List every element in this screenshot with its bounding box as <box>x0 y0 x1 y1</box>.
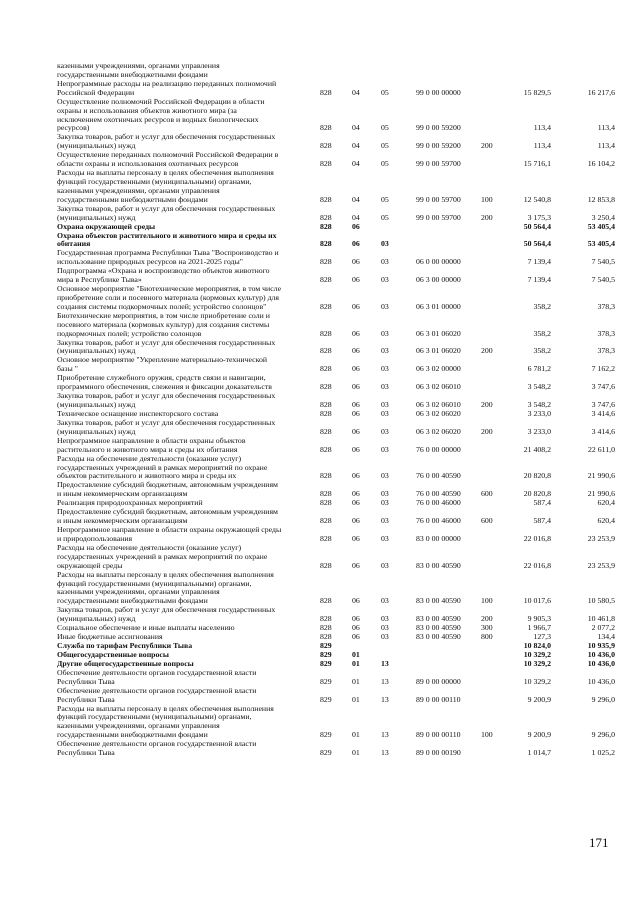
section-code: 06 <box>352 498 360 508</box>
table-row <box>0 62 640 80</box>
budget-code: 829 <box>320 694 332 704</box>
section-code: 04 <box>352 87 360 97</box>
table-row <box>0 437 640 455</box>
subsection-code: 03 <box>381 275 389 285</box>
subsection-code: 03 <box>381 489 389 499</box>
budget-code: 828 <box>320 275 332 285</box>
subsection-code: 05 <box>381 159 389 169</box>
amount-year-2: 22 611,0 <box>588 444 615 454</box>
budget-code: 828 <box>320 614 332 624</box>
expense-type-code: 200 <box>481 614 493 624</box>
row-name: Охрана объектов растительного и животного мира и среды их обитания <box>57 230 277 249</box>
amount-year-2: 53 405,4 <box>587 239 615 249</box>
amount-year-1: 127,3 <box>533 632 551 642</box>
target-article-code: 06 0 00 00000 <box>416 257 461 267</box>
expense-type-code: 200 <box>481 141 493 151</box>
budget-code: 828 <box>320 346 332 356</box>
subsection-code: 03 <box>381 498 389 508</box>
amount-year-2: 378,3 <box>597 301 615 311</box>
row-name: Обеспечение деятельности органов государственной власти Республики Тыва <box>57 685 257 704</box>
subsection-code: 03 <box>381 596 389 606</box>
table-row <box>0 544 640 571</box>
table-row <box>0 392 640 410</box>
amount-year-1: 15 829,5 <box>523 87 551 97</box>
row-name: Расходы на выплаты персоналу в целях обеспечения выполнения функций государственными (муниципальными) органами, казенными учреждениями, органами управления государственными внебюджетными фондами <box>57 569 274 606</box>
row-name: Реализация природоохранных мероприятий <box>57 498 203 508</box>
target-article-code: 89 0 00 00110 <box>416 730 461 740</box>
amount-year-2: 23 253,9 <box>587 560 615 570</box>
amount-year-1: 10 329,2 <box>523 649 551 659</box>
row-name: казенными учреждениями, органами управления государственными внебюджетными фондами <box>57 61 220 79</box>
target-article-code: 83 0 00 00000 <box>416 533 461 543</box>
target-article-code: 99 0 00 00000 <box>416 87 461 97</box>
amount-year-1: 7 139,4 <box>527 257 551 267</box>
section-code: 06 <box>352 346 360 356</box>
row-name: Техническое оснащение инспекторского состава <box>57 408 219 418</box>
subsection-code: 03 <box>381 516 389 526</box>
row-name: Закупка товаров, работ и услуг для обеспечения государственных (муниципальных) нужд <box>57 337 276 356</box>
amount-year-1: 20 820,8 <box>523 489 551 499</box>
row-name: Расходы на выплаты персоналу в целях обеспечения выполнения функций государственными (муниципальными) органами, казенными учреждениями, органами управления государственными внебюджетными фондами <box>57 168 274 204</box>
amount-year-1: 3 548,2 <box>527 382 551 392</box>
budget-code: 828 <box>320 408 332 418</box>
row-name: Осуществление полномочий Российской Федерации в области охраны и использования объектов животного мира (за исключением охотничьих ресурсов и водных биологических ресурсов) <box>57 96 265 133</box>
table-row <box>0 249 640 267</box>
row-name: Непрограммные расходы на реализацию переданных полномочий Российской Федерации <box>57 78 277 97</box>
subsection-code: 03 <box>381 560 389 570</box>
section-code: 06 <box>352 614 360 624</box>
amount-year-1: 10 329,2 <box>523 676 551 686</box>
amount-year-2: 16 104,2 <box>587 159 615 169</box>
amount-year-1: 12 540,8 <box>523 194 551 204</box>
section-code: 06 <box>352 399 360 409</box>
target-article-code: 06 3 01 06020 <box>416 346 461 356</box>
budget-code: 828 <box>320 516 332 526</box>
section-code: 04 <box>352 194 360 204</box>
budget-code: 828 <box>320 364 332 374</box>
amount-year-1: 3 233,0 <box>527 426 551 436</box>
amount-year-2: 3 747,6 <box>591 399 615 409</box>
subsection-code: 13 <box>381 730 389 740</box>
target-article-code: 06 3 02 00000 <box>416 364 461 374</box>
subsection-code: 03 <box>381 328 389 338</box>
row-name: Служба по тарифам Республики Тыва <box>57 641 193 650</box>
subsection-code: 03 <box>381 257 389 267</box>
target-article-code: 83 0 00 40590 <box>416 623 461 633</box>
target-article-code: 06 3 00 00000 <box>416 275 461 285</box>
row-name: Основное мероприятие "Биотехнические мероприятия, в том числе приобретение соли и посевного материала (кормовых культур) для создания системы подкормочных полей; устройство солонцов" <box>57 284 282 311</box>
table-row <box>0 374 640 392</box>
subsection-code: 05 <box>381 194 389 204</box>
row-name: Приобретение служебного оружия, средств связи и навигации, программного обеспечения, слежения и фиксации доказательств <box>57 373 272 392</box>
row-name: Расходы на выплаты персоналу в целях обеспечения выполнения функций государственными (муниципальными) органами, казенными учреждениями, органами управления государственными внебюджетными фондами <box>57 703 274 740</box>
budget-code: 828 <box>320 221 332 231</box>
row-name: Социальное обеспечение и иные выплаты населению <box>57 623 235 633</box>
table-row <box>0 687 640 705</box>
amount-year-2: 10 436,0 <box>587 658 615 668</box>
amount-year-1: 9 905,3 <box>527 614 551 624</box>
amount-year-1: 113,4 <box>533 123 551 133</box>
amount-year-1: 358,2 <box>533 301 551 311</box>
subsection-code: 03 <box>381 471 389 481</box>
expense-type-code: 100 <box>481 194 493 204</box>
budget-code: 829 <box>320 730 332 740</box>
budget-code: 828 <box>320 444 332 454</box>
row-name: Обеспечение деятельности органов государственной власти Республики Тыва <box>57 667 257 686</box>
section-code: 06 <box>352 533 360 543</box>
section-code: 01 <box>352 676 360 686</box>
amount-year-1: 1 966,7 <box>527 623 551 633</box>
row-name: Закупка товаров, работ и услуг для обеспечения государственных (муниципальных) нужд <box>57 132 276 151</box>
row-name: Осуществление переданных полномочий Российской Федерации в области охраны и использования охотничьих ресурсов <box>57 150 279 169</box>
target-article-code: 89 0 00 00110 <box>416 694 461 704</box>
expense-type-code: 600 <box>481 516 493 526</box>
row-name: Закупка товаров, работ и услуг для обеспечения государственных (муниципальных) нужд <box>57 203 276 222</box>
expense-type-code: 200 <box>481 426 493 436</box>
expense-type-code: 800 <box>481 632 493 642</box>
budget-code: 828 <box>320 301 332 311</box>
subsection-code: 13 <box>381 748 389 758</box>
table-row <box>0 356 640 374</box>
amount-year-2: 134,4 <box>597 632 615 642</box>
row-name: Охрана окружающей среды <box>57 221 156 231</box>
target-article-code: 06 3 01 06020 <box>416 328 461 338</box>
row-name: Непрограммное направление в области охраны окружающей среды и природопользования <box>57 525 282 543</box>
budget-code: 828 <box>320 426 332 436</box>
amount-year-1: 10 017,6 <box>523 596 551 606</box>
subsection-code: 03 <box>381 426 389 436</box>
amount-year-2: 9 296,0 <box>591 730 615 740</box>
amount-year-2: 3 414,6 <box>591 408 615 418</box>
section-code: 06 <box>352 516 360 526</box>
subsection-code: 03 <box>381 346 389 356</box>
budget-code: 829 <box>320 658 332 668</box>
expense-type-code: 100 <box>481 596 493 606</box>
target-article-code: 06 3 02 06010 <box>416 382 461 392</box>
section-code: 06 <box>352 623 360 633</box>
row-name: Закупка товаров, работ и услуг для обеспечения государственных (муниципальных) нужд <box>57 605 276 624</box>
budget-code: 829 <box>320 676 332 686</box>
section-code: 06 <box>352 328 360 338</box>
table-row <box>0 481 640 499</box>
budget-code: 828 <box>320 533 332 543</box>
amount-year-1: 6 781,2 <box>527 364 551 374</box>
amount-year-1: 587,4 <box>533 498 551 508</box>
section-code: 01 <box>352 748 360 758</box>
section-code: 06 <box>352 596 360 606</box>
subsection-code: 03 <box>381 301 389 311</box>
amount-year-1: 1 014,7 <box>527 748 551 758</box>
section-code: 06 <box>352 471 360 481</box>
budget-code: 828 <box>320 560 332 570</box>
amount-year-2: 378,3 <box>597 328 615 338</box>
budget-code: 828 <box>320 623 332 633</box>
amount-year-2: 21 990,6 <box>587 489 615 499</box>
section-code: 06 <box>352 426 360 436</box>
amount-year-1: 15 716,1 <box>523 159 551 169</box>
budget-code: 828 <box>320 489 332 499</box>
amount-year-2: 10 436,0 <box>587 676 615 686</box>
row-name: Иные бюджетные ассигнования <box>57 632 163 642</box>
row-name: Обеспечение деятельности органов государственной власти Республики Тыва <box>57 739 257 758</box>
amount-year-1: 22 016,8 <box>523 533 551 543</box>
target-article-code: 76 0 00 00000 <box>416 444 461 454</box>
budget-code: 828 <box>320 87 332 97</box>
subsection-code: 03 <box>381 632 389 642</box>
target-article-code: 06 3 02 06020 <box>416 426 461 436</box>
table-row <box>0 205 640 223</box>
table-row <box>0 740 640 758</box>
row-name: Подпрограмма «Охрана и воспроизводство объектов животного мира в Республике Тыва» <box>57 266 270 285</box>
target-article-code: 89 0 00 00000 <box>416 676 461 686</box>
row-name: Предоставление субсидий бюджетным, автономным учреждениям и иным некоммерческим организациям <box>57 507 278 526</box>
expense-type-code: 300 <box>481 623 493 633</box>
row-name: Закупка товаров, работ и услуг для обеспечения государственных (муниципальных) нужд <box>57 391 276 409</box>
row-name: Биотехнические мероприятия, в том числе приобретение соли и посевного материала (кормовых культур) для создания системы подкормочных полей; устройство солонцов <box>57 310 270 338</box>
expense-type-code: 200 <box>481 346 493 356</box>
budget-code: 828 <box>320 471 332 481</box>
amount-year-2: 113,4 <box>597 123 615 133</box>
budget-code: 829 <box>320 640 332 650</box>
table-row <box>0 571 640 607</box>
table-row <box>0 98 640 134</box>
amount-year-2: 7 540,5 <box>591 257 615 267</box>
amount-year-1: 50 564,4 <box>523 239 551 249</box>
table-row <box>0 339 640 357</box>
subsection-code: 05 <box>381 141 389 151</box>
amount-year-1: 21 408,2 <box>523 444 551 454</box>
table-row <box>0 285 640 312</box>
target-article-code: 76 0 00 46000 <box>416 516 461 526</box>
budget-code: 829 <box>320 649 332 659</box>
subsection-code: 05 <box>381 212 389 222</box>
amount-year-2: 9 296,0 <box>591 694 615 704</box>
table-row <box>0 526 640 544</box>
amount-year-1: 10 329,2 <box>523 658 551 668</box>
row-name: Общегосударственные вопросы <box>57 649 169 659</box>
amount-year-2: 2 077,2 <box>591 623 615 633</box>
amount-year-2: 620,4 <box>597 516 615 526</box>
subsection-code: 03 <box>381 239 389 249</box>
amount-year-2: 21 990,6 <box>587 471 615 481</box>
row-name: Расходы на обеспечение деятельности (оказание услуг) государственных учреждений в рамках мероприятий по охране окружающей среды <box>57 542 268 570</box>
table-row <box>0 669 640 687</box>
amount-year-1: 358,2 <box>533 328 551 338</box>
table-row <box>0 312 640 339</box>
subsection-code: 03 <box>381 364 389 374</box>
amount-year-2: 10 436,0 <box>587 649 615 659</box>
subsection-code: 03 <box>381 623 389 633</box>
target-article-code: 83 0 00 40590 <box>416 560 461 570</box>
amount-year-1: 22 016,8 <box>523 560 551 570</box>
amount-year-2: 23 253,9 <box>587 533 615 543</box>
amount-year-2: 1 025,2 <box>591 748 615 758</box>
target-article-code: 99 0 00 59200 <box>416 141 461 151</box>
expense-type-code: 200 <box>481 212 493 222</box>
amount-year-2: 3 747,6 <box>591 382 615 392</box>
target-article-code: 06 3 01 00000 <box>416 301 461 311</box>
budget-code: 829 <box>320 748 332 758</box>
target-article-code: 76 0 00 40590 <box>416 489 461 499</box>
budget-code: 828 <box>320 399 332 409</box>
section-code: 06 <box>352 221 360 231</box>
amount-year-2: 7 540,5 <box>591 275 615 285</box>
subsection-code: 05 <box>381 87 389 97</box>
subsection-code: 03 <box>381 399 389 409</box>
row-name: Расходы на обеспечение деятельности (оказание услуг) государственных учреждений в рамках мероприятий по охране объектов растительного и животного мира и среды их <box>57 453 268 481</box>
expense-type-code: 100 <box>481 730 493 740</box>
amount-year-1: 587,4 <box>533 516 551 526</box>
budget-code: 828 <box>320 239 332 249</box>
section-code: 01 <box>352 694 360 704</box>
table-row <box>0 419 640 437</box>
section-code: 06 <box>352 408 360 418</box>
section-code: 06 <box>352 632 360 642</box>
section-code: 06 <box>352 239 360 249</box>
section-code: 01 <box>352 730 360 740</box>
amount-year-2: 12 853,8 <box>587 194 615 204</box>
section-code: 06 <box>352 364 360 374</box>
amount-year-1: 113,4 <box>533 141 551 151</box>
subsection-code: 05 <box>381 123 389 133</box>
section-code: 01 <box>352 658 360 668</box>
budget-code: 828 <box>320 212 332 222</box>
subsection-code: 03 <box>381 408 389 418</box>
row-name: Основное мероприятие "Укрепление материально-технической базы " <box>57 355 268 374</box>
amount-year-1: 3 233,0 <box>527 408 551 418</box>
amount-year-2: 10 580,5 <box>587 596 615 606</box>
target-article-code: 06 3 02 06010 <box>416 399 461 409</box>
budget-code: 828 <box>320 194 332 204</box>
amount-year-1: 10 824,0 <box>523 640 551 650</box>
amount-year-2: 113,4 <box>597 141 615 151</box>
amount-year-2: 53 405,4 <box>587 221 615 231</box>
amount-year-2: 3 250,4 <box>591 212 615 222</box>
section-code: 06 <box>352 301 360 311</box>
amount-year-2: 620,4 <box>597 498 615 508</box>
target-article-code: 06 3 02 06020 <box>416 408 461 418</box>
target-article-code: 83 0 00 40590 <box>416 596 461 606</box>
amount-year-1: 50 564,4 <box>523 221 551 231</box>
budget-code: 828 <box>320 498 332 508</box>
target-article-code: 83 0 00 40590 <box>416 632 461 642</box>
budget-code: 828 <box>320 382 332 392</box>
section-code: 04 <box>352 212 360 222</box>
amount-year-2: 7 162,2 <box>591 364 615 374</box>
section-code: 06 <box>352 382 360 392</box>
table-row <box>0 151 640 169</box>
section-code: 04 <box>352 141 360 151</box>
subsection-code: 03 <box>381 382 389 392</box>
table-row <box>0 606 640 624</box>
row-name: Другие общегосударственные вопросы <box>57 658 194 668</box>
amount-year-1: 9 200,9 <box>527 694 551 704</box>
amount-year-2: 10 935,9 <box>587 640 615 650</box>
table-row <box>0 80 640 98</box>
budget-code: 828 <box>320 328 332 338</box>
target-article-code: 99 0 00 59200 <box>416 123 461 133</box>
section-code: 04 <box>352 159 360 169</box>
budget-code: 828 <box>320 257 332 267</box>
target-article-code: 76 0 00 46000 <box>416 498 461 508</box>
expense-type-code: 200 <box>481 399 493 409</box>
budget-code: 828 <box>320 596 332 606</box>
budget-code: 828 <box>320 123 332 133</box>
subsection-code: 13 <box>381 658 389 668</box>
row-name: Предоставление субсидий бюджетным, автономным учреждениям и иным некоммерческим организациям <box>57 480 278 499</box>
subsection-code: 13 <box>381 694 389 704</box>
amount-year-2: 378,3 <box>597 346 615 356</box>
section-code: 06 <box>352 275 360 285</box>
table-row <box>0 455 640 482</box>
subsection-code: 03 <box>381 533 389 543</box>
page-number: 171 <box>589 835 609 850</box>
row-name: Государственная программа Республики Тыва "Воспроизводство и использование природных ресурсов на 2021-2025 годы" <box>57 248 279 267</box>
budget-code: 828 <box>320 159 332 169</box>
section-code: 01 <box>352 649 360 659</box>
amount-year-1: 7 139,4 <box>527 275 551 285</box>
subsection-code: 03 <box>381 614 389 624</box>
section-code: 06 <box>352 444 360 454</box>
table-row <box>0 232 640 250</box>
subsection-code: 03 <box>381 444 389 454</box>
target-article-code: 99 0 00 59700 <box>416 159 461 169</box>
budget-code: 828 <box>320 141 332 151</box>
table-row <box>0 133 640 151</box>
table-row <box>0 169 640 205</box>
table-row <box>0 267 640 285</box>
amount-year-2: 3 414,6 <box>591 426 615 436</box>
row-name: Непрограммное направление в области охраны объектов растительного и животного мира и среды их обитания <box>57 435 246 454</box>
section-code: 04 <box>352 123 360 133</box>
amount-year-2: 10 461,8 <box>587 614 615 624</box>
budget-code: 828 <box>320 632 332 642</box>
amount-year-1: 20 820,8 <box>523 471 551 481</box>
target-article-code: 99 0 00 59700 <box>416 212 461 222</box>
target-article-code: 76 0 00 40590 <box>416 471 461 481</box>
row-name: Закупка товаров, работ и услуг для обеспечения государственных (муниципальных) нужд <box>57 417 276 436</box>
amount-year-1: 3 175,3 <box>527 212 551 222</box>
section-code: 06 <box>352 560 360 570</box>
table-row <box>0 508 640 526</box>
expense-type-code: 600 <box>481 489 493 499</box>
target-article-code: 89 0 00 00190 <box>416 748 461 758</box>
target-article-code: 99 0 00 59700 <box>416 194 461 204</box>
section-code: 06 <box>352 257 360 267</box>
subsection-code: 13 <box>381 676 389 686</box>
section-code: 06 <box>352 489 360 499</box>
table-row <box>0 705 640 741</box>
amount-year-1: 9 200,9 <box>527 730 551 740</box>
amount-year-1: 3 548,2 <box>527 399 551 409</box>
target-article-code: 83 0 00 40590 <box>416 614 461 624</box>
amount-year-2: 16 217,6 <box>587 87 615 97</box>
amount-year-1: 358,2 <box>533 346 551 356</box>
